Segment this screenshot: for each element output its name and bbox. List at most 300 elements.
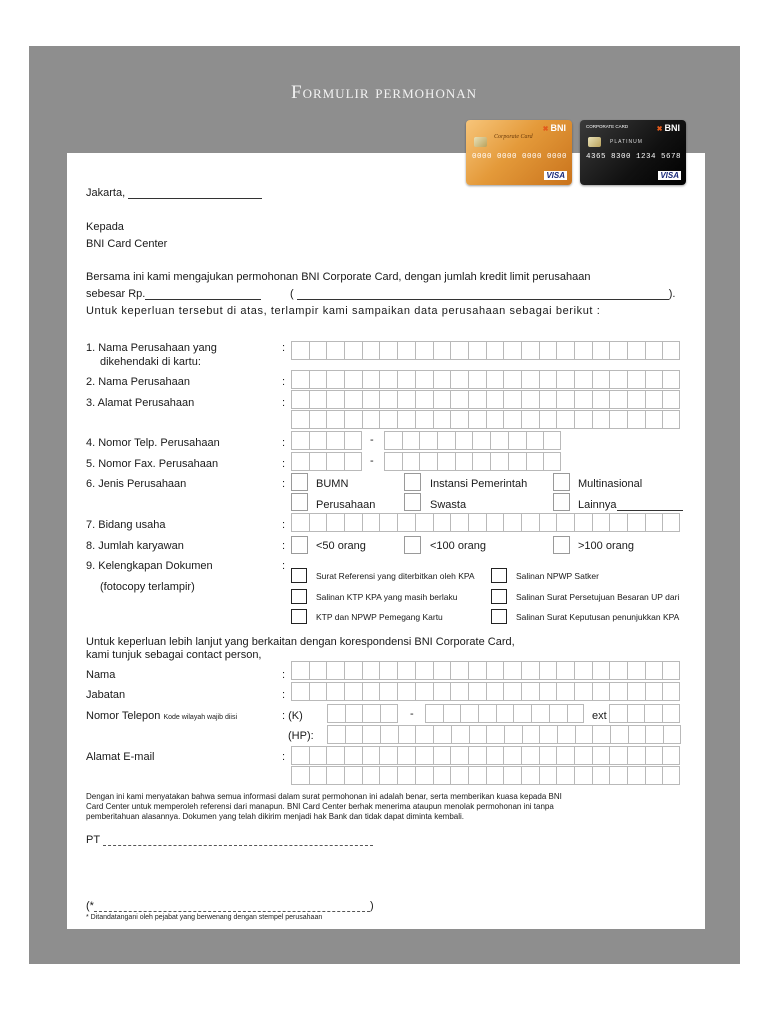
char-cell[interactable] [609,370,627,389]
input-contact-phone-area[interactable] [327,704,398,723]
char-cell[interactable] [415,390,433,409]
char-cell[interactable] [539,766,557,785]
char-cell[interactable] [450,370,468,389]
char-cell[interactable] [344,766,362,785]
char-cell[interactable] [419,431,437,450]
char-cell[interactable] [291,410,309,429]
input-contact-email-1[interactable] [291,746,680,765]
checkbox-doc-sk-kpa[interactable] [491,609,507,624]
char-cell[interactable] [574,410,592,429]
char-cell[interactable] [592,682,610,701]
char-cell[interactable] [521,370,539,389]
char-cell[interactable] [556,766,574,785]
char-cell[interactable] [309,370,327,389]
char-cell[interactable] [379,410,397,429]
char-cell[interactable] [627,704,645,723]
char-cell[interactable] [645,390,663,409]
char-cell[interactable] [468,766,486,785]
char-cell[interactable] [628,725,646,744]
char-cell[interactable] [503,513,521,532]
char-cell[interactable] [627,746,645,765]
char-cell[interactable] [662,661,680,680]
checkbox-perusahaan[interactable] [291,493,308,511]
char-cell[interactable] [490,452,508,471]
char-cell[interactable] [362,704,380,723]
char-cell[interactable] [472,452,490,471]
char-cell[interactable] [402,431,420,450]
char-cell[interactable] [362,370,380,389]
char-cell[interactable] [379,682,397,701]
checkbox-doc-npwp-satker[interactable] [491,568,507,583]
char-cell[interactable] [326,410,344,429]
char-cell[interactable] [609,513,627,532]
char-cell[interactable] [645,513,663,532]
char-cell[interactable] [397,682,415,701]
char-cell[interactable] [539,410,557,429]
char-cell[interactable] [627,766,645,785]
char-cell[interactable] [455,431,473,450]
char-cell[interactable] [539,682,557,701]
char-cell[interactable] [513,704,531,723]
char-cell[interactable] [362,513,380,532]
input-other-type[interactable] [617,510,683,511]
char-cell[interactable] [384,452,402,471]
char-cell[interactable] [574,390,592,409]
char-cell[interactable] [539,390,557,409]
char-cell[interactable] [415,682,433,701]
char-cell[interactable] [309,746,327,765]
char-cell[interactable] [450,513,468,532]
char-cell[interactable] [433,661,451,680]
char-cell[interactable] [486,341,504,360]
char-cell[interactable] [379,661,397,680]
char-cell[interactable] [433,410,451,429]
char-cell[interactable] [539,341,557,360]
char-cell[interactable] [415,725,433,744]
char-cell[interactable] [362,746,380,765]
char-cell[interactable] [309,390,327,409]
char-cell[interactable] [556,661,574,680]
char-cell[interactable] [543,452,561,471]
char-cell[interactable] [362,682,380,701]
char-cell[interactable] [609,390,627,409]
char-cell[interactable] [592,725,610,744]
char-cell[interactable] [645,341,663,360]
checkbox-doc-persetujuan-up[interactable] [491,589,507,604]
char-cell[interactable] [309,766,327,785]
char-cell[interactable] [425,704,443,723]
input-phone-number[interactable] [384,431,561,450]
char-cell[interactable] [521,341,539,360]
checkbox-doc-ktp-npwp[interactable] [291,609,307,624]
char-cell[interactable] [503,341,521,360]
char-cell[interactable] [645,370,663,389]
char-cell[interactable] [291,390,309,409]
char-cell[interactable] [521,410,539,429]
char-cell[interactable] [627,410,645,429]
char-cell[interactable] [645,661,663,680]
checkbox-swasta[interactable] [404,493,421,511]
char-cell[interactable] [662,341,680,360]
char-cell[interactable] [309,682,327,701]
char-cell[interactable] [415,661,433,680]
char-cell[interactable] [508,452,526,471]
char-cell[interactable] [627,682,645,701]
char-cell[interactable] [415,341,433,360]
input-business-field[interactable] [291,513,680,532]
char-cell[interactable] [379,370,397,389]
char-cell[interactable] [380,725,398,744]
char-cell[interactable] [327,704,345,723]
char-cell[interactable] [521,390,539,409]
char-cell[interactable] [627,341,645,360]
char-cell[interactable] [662,513,680,532]
checkbox-instansi-pemerintah[interactable] [404,473,421,491]
char-cell[interactable] [309,431,327,450]
input-contact-email-2[interactable] [291,766,680,785]
char-cell[interactable] [291,766,309,785]
char-cell[interactable] [344,682,362,701]
char-cell[interactable] [326,431,344,450]
char-cell[interactable] [398,725,416,744]
char-cell[interactable] [362,410,380,429]
char-cell[interactable] [526,452,544,471]
char-cell[interactable] [556,513,574,532]
char-cell[interactable] [503,410,521,429]
char-cell[interactable] [539,725,557,744]
char-cell[interactable] [662,766,680,785]
input-fax-number[interactable] [384,452,561,471]
char-cell[interactable] [344,452,362,471]
char-cell[interactable] [437,452,455,471]
input-fax-area[interactable] [291,452,362,471]
char-cell[interactable] [433,513,451,532]
char-cell[interactable] [433,390,451,409]
char-cell[interactable] [574,682,592,701]
char-cell[interactable] [662,390,680,409]
char-cell[interactable] [345,725,363,744]
char-cell[interactable] [549,704,567,723]
char-cell[interactable] [437,431,455,450]
char-cell[interactable] [469,725,487,744]
char-cell[interactable] [592,370,610,389]
char-cell[interactable] [468,370,486,389]
char-cell[interactable] [556,390,574,409]
char-cell[interactable] [522,725,540,744]
char-cell[interactable] [592,390,610,409]
char-cell[interactable] [645,766,663,785]
char-cell[interactable] [662,682,680,701]
char-cell[interactable] [645,725,663,744]
char-cell[interactable] [609,661,627,680]
char-cell[interactable] [468,682,486,701]
char-cell[interactable] [450,390,468,409]
char-cell[interactable] [362,390,380,409]
char-cell[interactable] [291,452,309,471]
char-cell[interactable] [539,746,557,765]
char-cell[interactable] [609,682,627,701]
char-cell[interactable] [645,746,663,765]
char-cell[interactable] [309,341,327,360]
char-cell[interactable] [662,370,680,389]
input-contact-phone-ext[interactable] [609,704,680,723]
char-cell[interactable] [344,370,362,389]
char-cell[interactable] [326,746,344,765]
char-cell[interactable] [451,725,469,744]
char-cell[interactable] [645,410,663,429]
char-cell[interactable] [521,746,539,765]
char-cell[interactable] [326,766,344,785]
input-contact-phone-number[interactable] [425,704,584,723]
char-cell[interactable] [627,513,645,532]
char-cell[interactable] [556,746,574,765]
char-cell[interactable] [503,390,521,409]
char-cell[interactable] [627,661,645,680]
char-cell[interactable] [490,431,508,450]
input-company-address-1[interactable] [291,390,680,409]
char-cell[interactable] [539,513,557,532]
char-cell[interactable] [556,682,574,701]
char-cell[interactable] [291,746,309,765]
char-cell[interactable] [609,746,627,765]
input-company-pt[interactable] [103,845,373,846]
char-cell[interactable] [539,661,557,680]
char-cell[interactable] [291,682,309,701]
char-cell[interactable] [433,341,451,360]
char-cell[interactable] [327,725,345,744]
char-cell[interactable] [291,431,309,450]
char-cell[interactable] [662,746,680,765]
char-cell[interactable] [468,661,486,680]
char-cell[interactable] [486,410,504,429]
char-cell[interactable] [531,704,549,723]
char-cell[interactable] [379,746,397,765]
char-cell[interactable] [415,513,433,532]
input-contact-position[interactable] [291,682,680,701]
char-cell[interactable] [326,661,344,680]
char-cell[interactable] [521,682,539,701]
char-cell[interactable] [556,341,574,360]
char-cell[interactable] [504,725,522,744]
char-cell[interactable] [662,410,680,429]
char-cell[interactable] [508,431,526,450]
char-cell[interactable] [344,410,362,429]
char-cell[interactable] [556,410,574,429]
char-cell[interactable] [503,661,521,680]
char-cell[interactable] [486,513,504,532]
char-cell[interactable] [326,390,344,409]
input-company-address-2[interactable] [291,410,680,429]
char-cell[interactable] [450,746,468,765]
char-cell[interactable] [574,746,592,765]
checkbox-lainnya[interactable] [553,493,570,511]
char-cell[interactable] [450,410,468,429]
char-cell[interactable] [496,704,514,723]
char-cell[interactable] [397,370,415,389]
char-cell[interactable] [433,725,451,744]
char-cell[interactable] [472,431,490,450]
char-cell[interactable] [486,766,504,785]
amount-words-input[interactable] [297,299,669,300]
char-cell[interactable] [443,704,461,723]
checkbox-doc-referensi[interactable] [291,568,307,583]
char-cell[interactable] [609,766,627,785]
char-cell[interactable] [503,682,521,701]
char-cell[interactable] [486,682,504,701]
char-cell[interactable] [362,766,380,785]
char-cell[interactable] [362,661,380,680]
char-cell[interactable] [610,725,628,744]
char-cell[interactable] [557,725,575,744]
char-cell[interactable] [521,766,539,785]
char-cell[interactable] [291,341,309,360]
checkbox-multinasional[interactable] [553,473,570,491]
char-cell[interactable] [326,513,344,532]
char-cell[interactable] [397,746,415,765]
char-cell[interactable] [460,704,478,723]
char-cell[interactable] [326,452,344,471]
char-cell[interactable] [609,410,627,429]
char-cell[interactable] [450,682,468,701]
char-cell[interactable] [384,431,402,450]
char-cell[interactable] [397,410,415,429]
char-cell[interactable] [450,341,468,360]
char-cell[interactable] [344,513,362,532]
char-cell[interactable] [486,661,504,680]
input-phone-area[interactable] [291,431,362,450]
char-cell[interactable] [344,746,362,765]
char-cell[interactable] [379,766,397,785]
char-cell[interactable] [402,452,420,471]
char-cell[interactable] [379,390,397,409]
char-cell[interactable] [433,746,451,765]
char-cell[interactable] [379,341,397,360]
char-cell[interactable] [521,661,539,680]
char-cell[interactable] [503,370,521,389]
char-cell[interactable] [486,370,504,389]
char-cell[interactable] [415,410,433,429]
input-contact-name[interactable] [291,661,680,680]
char-cell[interactable] [326,370,344,389]
char-cell[interactable] [609,704,627,723]
char-cell[interactable] [419,452,437,471]
char-cell[interactable] [592,513,610,532]
char-cell[interactable] [468,341,486,360]
char-cell[interactable] [326,682,344,701]
char-cell[interactable] [521,513,539,532]
char-cell[interactable] [644,704,662,723]
char-cell[interactable] [468,410,486,429]
char-cell[interactable] [503,766,521,785]
input-card-name[interactable] [291,341,680,360]
char-cell[interactable] [592,341,610,360]
char-cell[interactable] [397,661,415,680]
char-cell[interactable] [433,766,451,785]
char-cell[interactable] [468,513,486,532]
char-cell[interactable] [486,725,504,744]
char-cell[interactable] [344,431,362,450]
char-cell[interactable] [455,452,473,471]
char-cell[interactable] [362,341,380,360]
char-cell[interactable] [478,704,496,723]
char-cell[interactable] [592,746,610,765]
char-cell[interactable] [380,704,398,723]
char-cell[interactable] [486,746,504,765]
char-cell[interactable] [397,766,415,785]
char-cell[interactable] [575,725,593,744]
char-cell[interactable] [309,661,327,680]
char-cell[interactable] [415,370,433,389]
char-cell[interactable] [645,682,663,701]
char-cell[interactable] [450,661,468,680]
char-cell[interactable] [574,513,592,532]
char-cell[interactable] [543,431,561,450]
char-cell[interactable] [362,725,380,744]
char-cell[interactable] [592,766,610,785]
char-cell[interactable] [433,682,451,701]
amount-number-input[interactable] [145,299,261,300]
input-signatory[interactable] [94,911,370,912]
char-cell[interactable] [567,704,585,723]
char-cell[interactable] [291,513,309,532]
char-cell[interactable] [326,341,344,360]
char-cell[interactable] [468,390,486,409]
input-contact-mobile[interactable] [327,725,681,744]
input-company-name[interactable] [291,370,680,389]
char-cell[interactable] [662,704,680,723]
char-cell[interactable] [345,704,363,723]
char-cell[interactable] [397,390,415,409]
char-cell[interactable] [468,746,486,765]
char-cell[interactable] [503,746,521,765]
char-cell[interactable] [415,766,433,785]
char-cell[interactable] [291,661,309,680]
char-cell[interactable] [433,370,451,389]
char-cell[interactable] [344,390,362,409]
char-cell[interactable] [556,370,574,389]
char-cell[interactable] [574,766,592,785]
char-cell[interactable] [663,725,681,744]
char-cell[interactable] [309,410,327,429]
date-input[interactable] [128,198,262,199]
char-cell[interactable] [574,661,592,680]
checkbox-doc-ktp-kpa[interactable] [291,589,307,604]
char-cell[interactable] [397,513,415,532]
char-cell[interactable] [379,513,397,532]
checkbox-bumn[interactable] [291,473,308,491]
char-cell[interactable] [574,341,592,360]
char-cell[interactable] [486,390,504,409]
checkbox-lt50[interactable] [291,536,308,554]
char-cell[interactable] [397,341,415,360]
char-cell[interactable] [309,452,327,471]
char-cell[interactable] [592,410,610,429]
char-cell[interactable] [539,370,557,389]
char-cell[interactable] [344,341,362,360]
char-cell[interactable] [574,370,592,389]
char-cell[interactable] [415,746,433,765]
checkbox-gt100[interactable] [553,536,570,554]
char-cell[interactable] [627,370,645,389]
char-cell[interactable] [592,661,610,680]
char-cell[interactable] [309,513,327,532]
char-cell[interactable] [609,341,627,360]
char-cell[interactable] [526,431,544,450]
char-cell[interactable] [450,766,468,785]
checkbox-lt100[interactable] [404,536,421,554]
char-cell[interactable] [344,661,362,680]
char-cell[interactable] [291,370,309,389]
